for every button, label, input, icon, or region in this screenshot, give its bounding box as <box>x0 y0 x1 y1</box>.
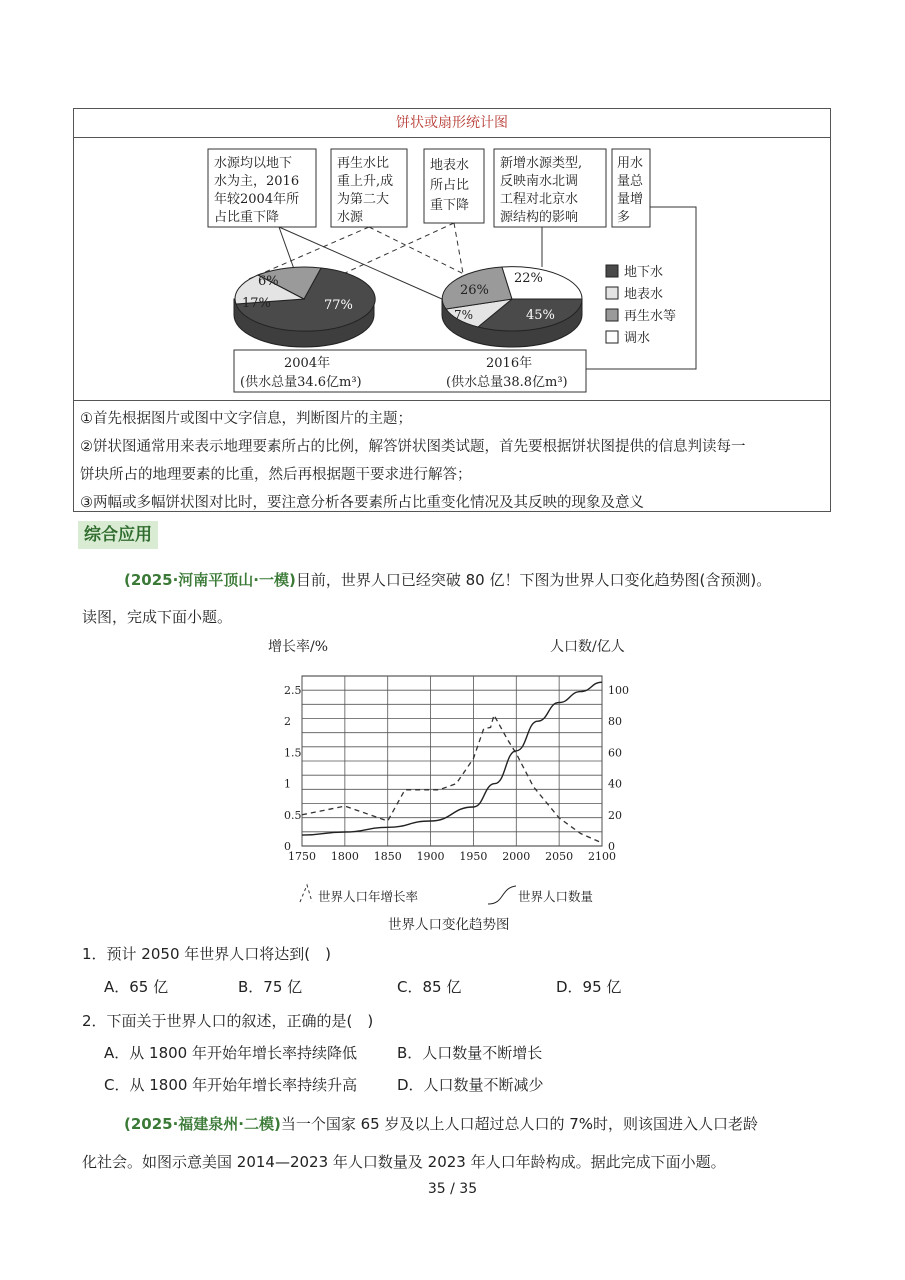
chart-y-left-tick-label: 1 <box>284 777 291 791</box>
series-population-line <box>302 682 602 835</box>
callout-5-line-3: 量增 <box>617 192 644 207</box>
callout-5-line-4: 多 <box>617 210 631 225</box>
callout-5-line-2: 量总 <box>617 174 644 189</box>
question-source: (2025·河南平顶山·一模) <box>124 571 296 589</box>
question-intro <box>124 569 771 590</box>
chart-y-left-tick-label: 2.5 <box>284 684 302 697</box>
pie-figure <box>74 137 830 400</box>
pie-2004-label-surface: 17% <box>242 296 271 311</box>
tip-note-3: 饼块所占的地理要素的比重，然后再根据题干要求进行解答； <box>80 467 472 483</box>
chart-left-axis-label: 增长率/% <box>268 639 329 655</box>
chart-x-tick-label: 1900 <box>416 850 445 863</box>
chart-y-left-tick-label: 1.5 <box>284 746 302 760</box>
callout-5-line-1: 用水 <box>617 156 644 171</box>
chart-right-axis-label: 人口数/亿人 <box>550 639 625 655</box>
legend-growth-rate-label: 世界人口年增长率 <box>318 889 419 904</box>
legend-label-groundwater: 地下水 <box>624 265 664 280</box>
pie-2016-year: 2016年 <box>486 356 533 371</box>
chart-y-right-tick-label: 60 <box>608 746 622 760</box>
callout-1-line-3: 年较2004年所 <box>214 192 300 207</box>
callout-2-line-3: 为第二大 <box>337 192 390 207</box>
pie-2004 <box>234 267 375 347</box>
next-question-line-2: 化社会。如图示意美国 2014—2023 年人口数量及 2023 年人口年龄构成。据此完成下面小题。 <box>82 1153 726 1171</box>
chart-x-tick-label: 2100 <box>588 850 616 863</box>
legend-label-transfer: 调水 <box>624 331 651 346</box>
chart-y-right-tick-label: 20 <box>608 808 622 822</box>
pie-2016-label-reclaimed: 26% <box>460 283 489 298</box>
chart-grid <box>302 676 602 846</box>
chart-y-right-tick-label: 0 <box>608 840 615 853</box>
question-2-option-d[interactable]: D．人口数量不断减少 <box>397 1076 544 1094</box>
chart-y-right-tick-label: 40 <box>608 777 622 791</box>
callout-4-line-1: 新增水源类型, <box>500 156 583 171</box>
question-2-stem: 2．下面关于世界人口的叙述，正确的是( ) <box>82 1012 374 1030</box>
question-1-option-c[interactable]: C．85 亿 <box>397 978 462 996</box>
legend-swatch-surface <box>606 287 618 299</box>
pie-2004-label-reclaimed: 6% <box>258 274 279 289</box>
chart-x-tick-label: 2000 <box>502 850 531 863</box>
chart-y-left-tick-label: 2 <box>284 715 291 729</box>
next-question-source: (2025·福建泉州·二模) <box>124 1115 281 1133</box>
chart-y-right-tick-label: 100 <box>608 684 629 697</box>
callout-1-line-2: 水为主，2016 <box>214 174 300 189</box>
pie-2004-supply: (供水总量34.6亿m³) <box>240 375 362 390</box>
tip-box-notes <box>74 400 830 512</box>
question-2-option-b[interactable]: B．人口数量不断增长 <box>397 1044 543 1062</box>
next-question-intro <box>124 1113 758 1134</box>
callout-1-line-4: 占比重下降 <box>214 210 280 225</box>
pie-2004-label-groundwater: 77% <box>324 298 353 313</box>
question-intro-text: 目前，世界人口已经突破 80 亿！下图为世界人口变化趋势图(含预测)。 <box>295 571 772 589</box>
question-1-option-a[interactable]: A．65 亿 <box>104 978 169 996</box>
chart-title: 世界人口变化趋势图 <box>388 917 510 933</box>
chart-y-right-tick-label: 80 <box>608 715 622 729</box>
callout-2-line-4: 水源 <box>337 210 364 225</box>
chart-y-left-tick-label: 0 <box>284 840 291 853</box>
page-number: 35 / 35 <box>427 1181 478 1197</box>
population-chart <box>260 630 660 940</box>
chart-x-tick-label: 1950 <box>459 850 488 863</box>
legend-population-symbol <box>488 886 516 904</box>
pie-2016-supply: (供水总量38.8亿m³) <box>446 375 568 390</box>
pie-2016-label-transfer: 22% <box>514 271 543 286</box>
question-intro-line-2: 读图，完成下面小题。 <box>82 608 233 626</box>
legend-swatch-groundwater <box>606 265 618 277</box>
question-2-option-c[interactable]: C．从 1800 年开始年增长率持续升高 <box>104 1076 358 1094</box>
tip-note-2: ②饼状图通常用来表示地理要素所占的比例，解答饼状图类试题，首先要根据饼状图提供的信息判读每一 <box>80 439 746 455</box>
chart-x-tick-label: 1750 <box>288 850 316 863</box>
chart-ticks <box>284 684 629 863</box>
callout-3-line-1: 地表水 <box>430 158 470 173</box>
question-1-option-b[interactable]: B．75 亿 <box>238 978 303 996</box>
chart-legend <box>300 885 593 904</box>
callout-4-line-4: 源结构的影响 <box>500 210 579 225</box>
callout-4-line-3: 工程对北京水 <box>500 192 579 207</box>
leader-line-2b <box>369 227 474 279</box>
callout-3-line-3: 重下降 <box>430 198 470 213</box>
chart-x-tick-label: 1850 <box>373 850 402 863</box>
series-growth-rate-line <box>302 715 602 843</box>
legend-label-reclaimed: 再生水等 <box>624 309 677 324</box>
legend-growth-rate-symbol <box>300 885 312 902</box>
tip-note-4: ③两幅或多幅饼状图对比时，要注意分析各要素所占比重变化情况及其反映的现象及意义 <box>80 495 644 511</box>
pie-2016-label-groundwater: 45% <box>526 308 555 323</box>
tip-box-title: 饼状或扇形统计图 <box>74 109 830 138</box>
callout-1-line-1: 水源均以地下 <box>214 156 293 171</box>
callout-3-line-2: 所占比 <box>430 178 470 193</box>
chart-x-tick-label: 2050 <box>545 850 574 863</box>
callout-2-line-1: 再生水比 <box>337 156 390 171</box>
pie-2016 <box>442 267 582 347</box>
next-question-text: 当一个国家 65 岁及以上人口超过总人口的 7%时，则该国进入人口老龄 <box>280 1115 759 1133</box>
callout-2-line-2: 重上升,成 <box>337 174 394 189</box>
pie-legend <box>606 264 676 346</box>
chart-x-tick-label: 1800 <box>330 850 359 863</box>
tip-box <box>73 108 831 512</box>
question-1-option-d[interactable]: D．95 亿 <box>556 978 622 996</box>
tip-note-1: ①首先根据图片或图中文字信息，判断图片的主题； <box>80 411 412 427</box>
question-1-stem: 1．预计 2050 年世界人口将达到( ) <box>82 945 331 963</box>
pie-2016-label-surface: 7% <box>454 308 474 322</box>
legend-swatch-reclaimed <box>606 309 618 321</box>
section-title: 综合应用 <box>78 521 158 549</box>
callout-4-line-2: 反映南水北调 <box>500 174 579 189</box>
chart-y-left-tick-label: 0.5 <box>284 808 302 822</box>
legend-population-label: 世界人口数量 <box>518 889 594 904</box>
pie-2004-year: 2004年 <box>284 356 331 371</box>
legend-swatch-transfer <box>606 331 618 343</box>
legend-label-surface: 地表水 <box>624 287 664 302</box>
question-2-option-a[interactable]: A．从 1800 年开始年增长率持续降低 <box>104 1044 357 1062</box>
